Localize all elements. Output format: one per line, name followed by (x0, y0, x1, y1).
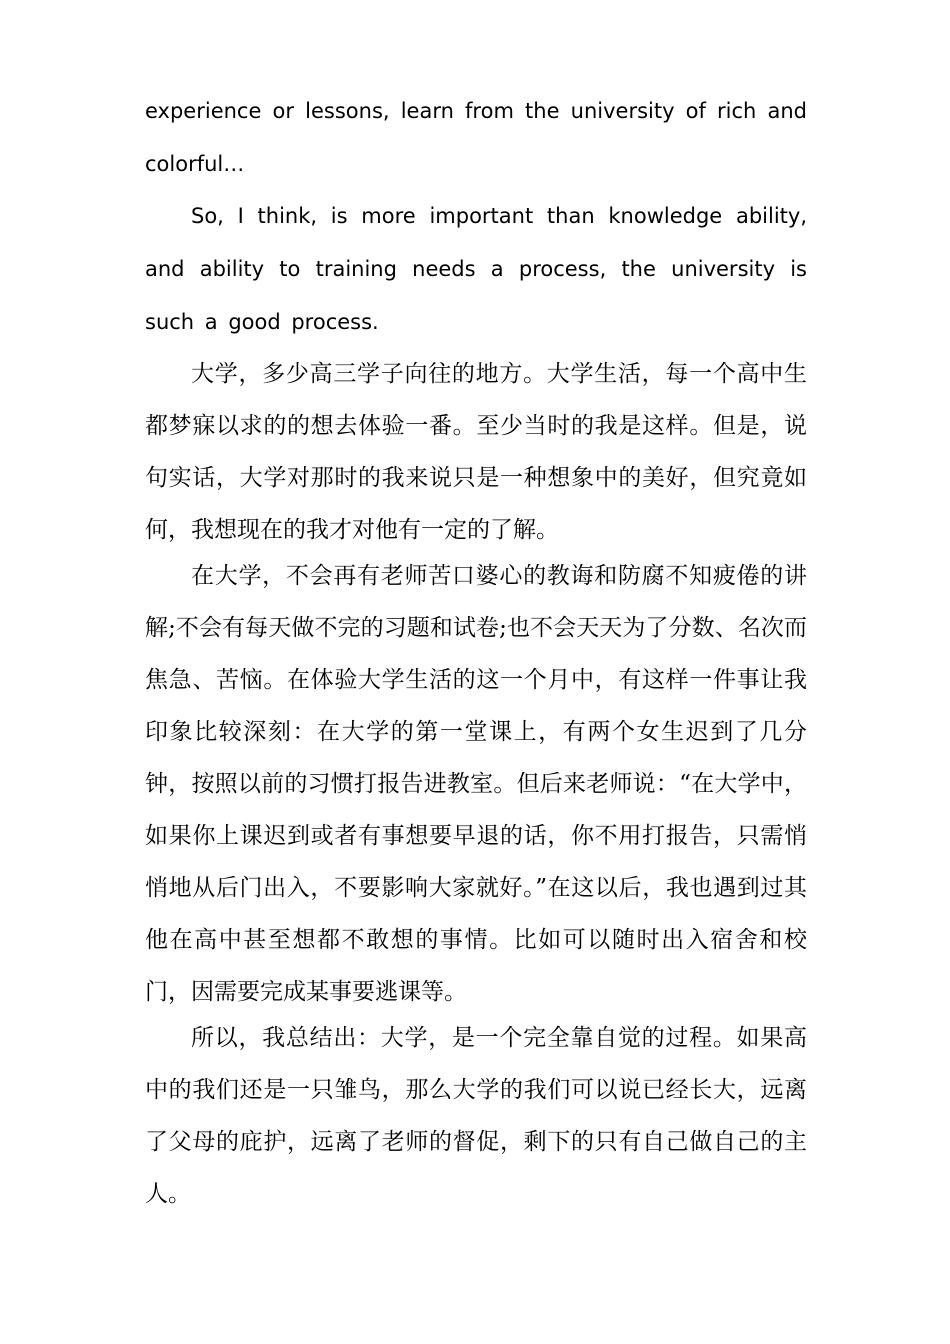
paragraph-text: experience or lessons, learn from the university of rich and colorful… (145, 99, 807, 176)
paragraph-en-1 (145, 85, 807, 191)
paragraph-text: 所以，我总结出：大学，是一个完全靠自觉的过程。如果高中的我们还是一只雏鸟，那么大学的我们可以说已经长大，远离了父母的庇护，远离了老师的督促，剩下的只有自己做自己的主人。 (145, 1025, 807, 1207)
paragraph-text: 大学，多少高三学子向往的地方。大学生活，每一个高中生都梦寐以求的的想去体验一番。至少当时的我是这样。但是，说句实话，大学对那时的我来说只是一种想象中的美好，但究竟如何，我想现在的我才对他有一定的了解。 (145, 361, 807, 543)
paragraph-text: 在大学，不会再有老师苦口婆心的教诲和防腐不知疲倦的讲解;不会有每天做不完的习题和试卷;也不会天天为了分数、名次而焦急、苦恼。在体验大学生活的这一个月中，有这样一件事让我印象比较深刻：在大学的第一堂课上，有两个女生迟到了几分钟，按照以前的习惯打报告进教室。但后来老师说：“在大学中，如果你上课迟到或者有事想要早退的话，你不用打报告，只需悄悄地从后门出入，不要影响大家就好。”在这以后，我也遇到过其他在高中甚至想都不敢想的事情。比如可以随时出入宿舍和校门，因需要完成某事要逃课等。 (145, 563, 807, 1005)
paragraph-text: So, I think, is more important than knowledge ability, and ability to training needs a process, the university is such a good process. (145, 204, 807, 334)
paragraph-zh-2 (145, 550, 807, 1018)
paragraph-en-2 (145, 190, 807, 349)
paragraph-zh-3 (145, 1012, 807, 1220)
paragraph-zh-1 (145, 348, 807, 556)
